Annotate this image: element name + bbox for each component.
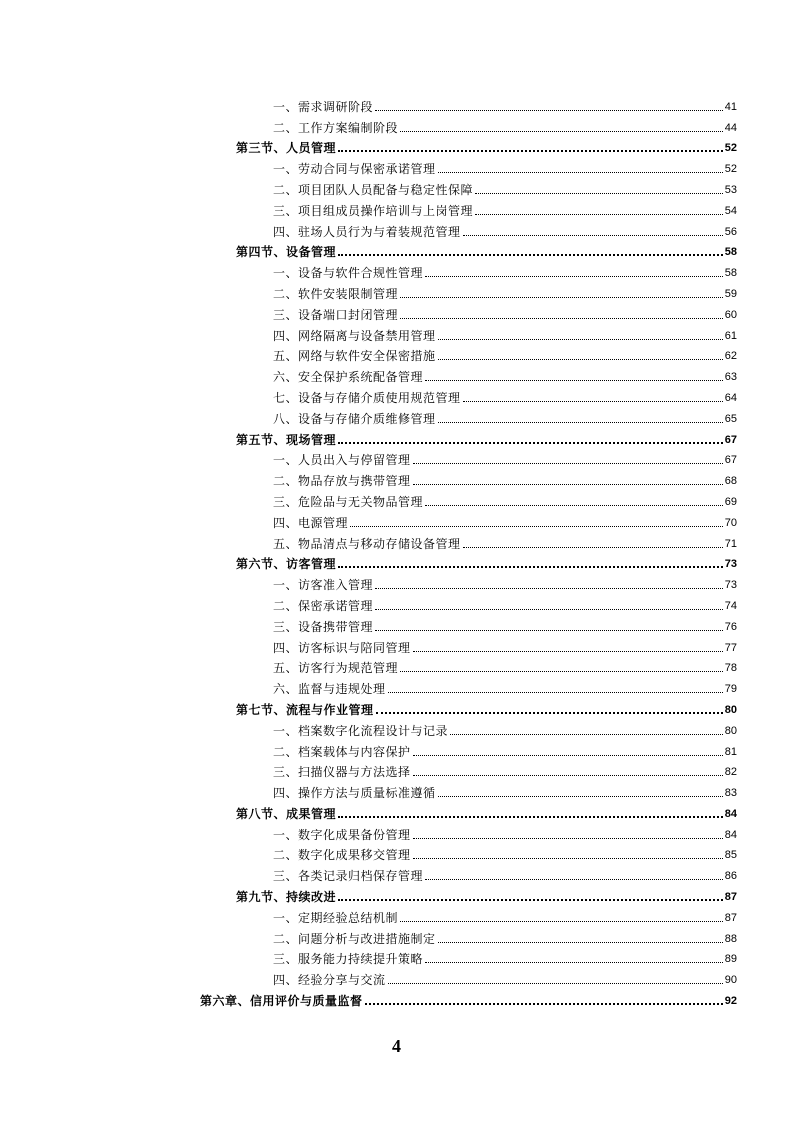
- toc-entry-page: 77: [724, 641, 737, 654]
- toc-entry-title: 三、设备携带管理: [273, 619, 374, 634]
- toc-entry-title: 第七节、流程与作业管理: [236, 702, 374, 717]
- toc-entry-title: 第八节、成果管理: [236, 806, 337, 821]
- toc-entry-page: 81: [724, 745, 737, 758]
- toc-entry-title: 一、数字化成果备份管理: [273, 827, 411, 842]
- dot-leader: [400, 921, 723, 922]
- toc-entry-page: 84: [724, 828, 737, 841]
- toc-item-entry[interactable]: [0, 470, 793, 491]
- toc-item-entry[interactable]: [0, 949, 793, 970]
- toc-entry-title: 三、设备端口封闭管理: [273, 307, 399, 322]
- dot-leader: [375, 630, 723, 631]
- dot-leader: [413, 651, 723, 652]
- toc-entry-page: 85: [724, 849, 737, 862]
- dot-leader: [438, 172, 723, 173]
- toc-item-entry[interactable]: [0, 283, 793, 304]
- toc-entry-title: 一、劳动合同与保密承诺管理: [273, 162, 436, 177]
- toc-entry-title: 一、人员出入与停留管理: [273, 453, 411, 468]
- toc-entry-page: 88: [724, 932, 737, 945]
- toc-entry-page: 90: [724, 974, 737, 987]
- toc-section-entry[interactable]: [0, 803, 793, 824]
- dot-leader: [400, 131, 723, 132]
- toc-item-entry[interactable]: [0, 720, 793, 741]
- toc-item-entry[interactable]: [0, 387, 793, 408]
- toc-entry-page: 84: [724, 807, 737, 820]
- toc-entry-page: 79: [724, 683, 737, 696]
- toc-entry-title: 一、访客准入管理: [273, 578, 374, 593]
- toc-entry-page: 56: [724, 225, 737, 238]
- toc-entry-page: 52: [724, 163, 737, 176]
- dot-leader: [438, 942, 723, 943]
- toc-entry-page: 60: [724, 308, 737, 321]
- toc-item-entry[interactable]: [0, 262, 793, 283]
- toc-entry-page: 73: [724, 579, 737, 592]
- toc-entry-page: 73: [724, 558, 737, 571]
- toc-section-entry[interactable]: [0, 138, 793, 159]
- toc-section-entry[interactable]: [0, 429, 793, 450]
- toc-chapter-entry[interactable]: [0, 990, 793, 1011]
- dot-leader: [365, 1003, 723, 1005]
- dot-leader: [438, 359, 723, 360]
- dot-leader: [475, 193, 723, 194]
- toc-entry-title: 八、设备与存储介质维修管理: [273, 411, 436, 426]
- toc-item-entry[interactable]: [0, 408, 793, 429]
- dot-leader: [413, 838, 723, 839]
- toc-entry-title: 四、访客标识与陪同管理: [273, 640, 411, 655]
- toc-entry-page: 74: [724, 599, 737, 612]
- dot-leader: [388, 692, 723, 693]
- toc-item-entry[interactable]: [0, 845, 793, 866]
- toc-entry-page: 41: [724, 100, 737, 113]
- toc-item-entry[interactable]: [0, 574, 793, 595]
- table-of-contents: [0, 96, 793, 1011]
- toc-entry-page: 54: [724, 204, 737, 217]
- dot-leader: [413, 858, 723, 859]
- dot-leader: [463, 547, 723, 548]
- toc-entry-title: 四、操作方法与质量标准遵循: [273, 786, 436, 801]
- toc-item-entry[interactable]: [0, 782, 793, 803]
- dot-leader: [375, 110, 723, 111]
- toc-item-entry[interactable]: [0, 304, 793, 325]
- toc-item-entry[interactable]: [0, 491, 793, 512]
- toc-entry-page: 68: [724, 475, 737, 488]
- toc-entry-title: 二、工作方案编制阶段: [273, 120, 399, 135]
- toc-entry-page: 83: [724, 787, 737, 800]
- toc-entry-title: 一、定期经验总结机制: [273, 910, 399, 925]
- dot-leader: [376, 712, 723, 714]
- toc-item-entry[interactable]: [0, 325, 793, 346]
- toc-entry-page: 89: [724, 953, 737, 966]
- toc-entry-title: 三、危险品与无关物品管理: [273, 494, 424, 509]
- toc-entry-page: 65: [724, 412, 737, 425]
- toc-item-entry[interactable]: [0, 969, 793, 990]
- dot-leader: [463, 235, 723, 236]
- toc-entry-page: 52: [724, 142, 737, 155]
- toc-entry-page: 61: [724, 329, 737, 342]
- toc-entry-page: 87: [724, 911, 737, 924]
- dot-leader: [450, 734, 723, 735]
- toc-entry-title: 一、设备与软件合规性管理: [273, 266, 424, 281]
- toc-entry-page: 67: [724, 454, 737, 467]
- toc-entry-page: 76: [724, 620, 737, 633]
- toc-item-entry[interactable]: [0, 741, 793, 762]
- toc-entry-title: 第五节、现场管理: [236, 432, 337, 447]
- toc-entry-title: 第四节、设备管理: [236, 245, 337, 260]
- toc-entry-title: 第六章、信用评价与质量监督: [200, 994, 363, 1009]
- toc-entry-title: 二、项目团队人员配备与稳定性保障: [273, 182, 474, 197]
- dot-leader: [413, 484, 723, 485]
- toc-section-entry[interactable]: [0, 699, 793, 720]
- toc-item-entry[interactable]: [0, 907, 793, 928]
- toc-item-entry[interactable]: [0, 533, 793, 554]
- dot-leader: [338, 566, 723, 568]
- toc-entry-title: 二、保密承诺管理: [273, 598, 374, 613]
- toc-entry-title: 四、驻场人员行为与着装规范管理: [273, 224, 461, 239]
- toc-item-entry[interactable]: [0, 824, 793, 845]
- toc-entry-title: 三、各类记录归档保存管理: [273, 869, 424, 884]
- dot-leader: [413, 755, 723, 756]
- toc-entry-page: 69: [724, 495, 737, 508]
- dot-leader: [475, 214, 723, 215]
- toc-entry-title: 一、需求调研阶段: [273, 99, 374, 114]
- dot-leader: [425, 879, 723, 880]
- toc-entry-page: 70: [724, 516, 737, 529]
- toc-entry-page: 64: [724, 391, 737, 404]
- toc-item-entry[interactable]: [0, 366, 793, 387]
- dot-leader: [388, 983, 723, 984]
- toc-item-entry[interactable]: [0, 658, 793, 679]
- toc-entry-title: 第六节、访客管理: [236, 557, 337, 572]
- toc-entry-title: 二、数字化成果移交管理: [273, 848, 411, 863]
- toc-item-entry[interactable]: [0, 512, 793, 533]
- toc-entry-title: 六、安全保护系统配备管理: [273, 370, 424, 385]
- toc-entry-title: 一、档案数字化流程设计与记录: [273, 723, 449, 738]
- toc-entry-page: 62: [724, 350, 737, 363]
- dot-leader: [338, 899, 723, 901]
- toc-entry-title: 三、扫描仪器与方法选择: [273, 765, 411, 780]
- toc-entry-title: 五、访客行为规范管理: [273, 661, 399, 676]
- toc-section-entry[interactable]: [0, 554, 793, 575]
- toc-entry-page: 58: [724, 246, 737, 259]
- toc-entry-page: 82: [724, 766, 737, 779]
- dot-leader: [375, 588, 723, 589]
- toc-item-entry[interactable]: [0, 865, 793, 886]
- toc-entry-title: 五、网络与软件安全保密措施: [273, 349, 436, 364]
- toc-entry-page: 58: [724, 267, 737, 280]
- toc-entry-title: 六、监督与违规处理: [273, 682, 386, 697]
- toc-entry-page: 44: [724, 121, 737, 134]
- toc-item-entry[interactable]: [0, 346, 793, 367]
- toc-entry-title: 四、经验分享与交流: [273, 973, 386, 988]
- toc-item-entry[interactable]: [0, 595, 793, 616]
- toc-item-entry[interactable]: [0, 221, 793, 242]
- toc-item-entry[interactable]: [0, 762, 793, 783]
- toc-entry-page: 80: [724, 724, 737, 737]
- dot-leader: [438, 339, 723, 340]
- toc-section-entry[interactable]: [0, 886, 793, 907]
- toc-item-entry[interactable]: [0, 117, 793, 138]
- toc-entry-page: 67: [724, 433, 737, 446]
- dot-leader: [338, 254, 723, 256]
- toc-item-entry[interactable]: [0, 678, 793, 699]
- toc-entry-page: 92: [724, 995, 737, 1008]
- toc-entry-title: 七、设备与存储介质使用规范管理: [273, 390, 461, 405]
- toc-entry-title: 三、服务能力持续提升策略: [273, 952, 424, 967]
- toc-entry-title: 四、网络隔离与设备禁用管理: [273, 328, 436, 343]
- toc-entry-page: 71: [724, 537, 737, 550]
- dot-leader: [400, 318, 723, 319]
- dot-leader: [338, 442, 723, 444]
- toc-item-entry[interactable]: [0, 158, 793, 179]
- toc-entry-page: 59: [724, 287, 737, 300]
- dot-leader: [413, 463, 723, 464]
- page-number: 4: [392, 1036, 401, 1056]
- toc-entry-title: 五、物品清点与移动存储设备管理: [273, 536, 461, 551]
- dot-leader: [375, 609, 723, 610]
- toc-item-entry[interactable]: [0, 200, 793, 221]
- toc-entry-title: 四、电源管理: [273, 515, 349, 530]
- dot-leader: [425, 505, 723, 506]
- toc-entry-title: 第三节、人员管理: [236, 141, 337, 156]
- dot-leader: [425, 276, 723, 277]
- toc-entry-page: 53: [724, 183, 737, 196]
- toc-item-entry[interactable]: [0, 616, 793, 637]
- toc-entry-title: 二、物品存放与携带管理: [273, 474, 411, 489]
- toc-item-entry[interactable]: [0, 96, 793, 117]
- toc-entry-page: 78: [724, 662, 737, 675]
- toc-entry-page: 63: [724, 371, 737, 384]
- dot-leader: [338, 150, 723, 152]
- toc-section-entry[interactable]: [0, 242, 793, 263]
- toc-entry-page: 87: [724, 891, 737, 904]
- dot-leader: [463, 401, 723, 402]
- toc-item-entry[interactable]: [0, 450, 793, 471]
- toc-entry-title: 二、问题分析与改进措施制定: [273, 931, 436, 946]
- toc-item-entry[interactable]: [0, 928, 793, 949]
- dot-leader: [338, 816, 723, 818]
- toc-entry-title: 三、项目组成员操作培训与上岗管理: [273, 203, 474, 218]
- toc-entry-title: 第九节、持续改进: [236, 890, 337, 905]
- dot-leader: [350, 526, 723, 527]
- dot-leader: [438, 796, 723, 797]
- dot-leader: [425, 380, 723, 381]
- toc-entry-page: 80: [724, 703, 737, 716]
- toc-entry-title: 二、软件安装限制管理: [273, 286, 399, 301]
- dot-leader: [400, 297, 723, 298]
- dot-leader: [413, 775, 723, 776]
- toc-item-entry[interactable]: [0, 179, 793, 200]
- dot-leader: [400, 671, 723, 672]
- dot-leader: [425, 962, 723, 963]
- toc-item-entry[interactable]: [0, 637, 793, 658]
- toc-entry-page: 86: [724, 870, 737, 883]
- toc-entry-title: 二、档案载体与内容保护: [273, 744, 411, 759]
- dot-leader: [438, 422, 723, 423]
